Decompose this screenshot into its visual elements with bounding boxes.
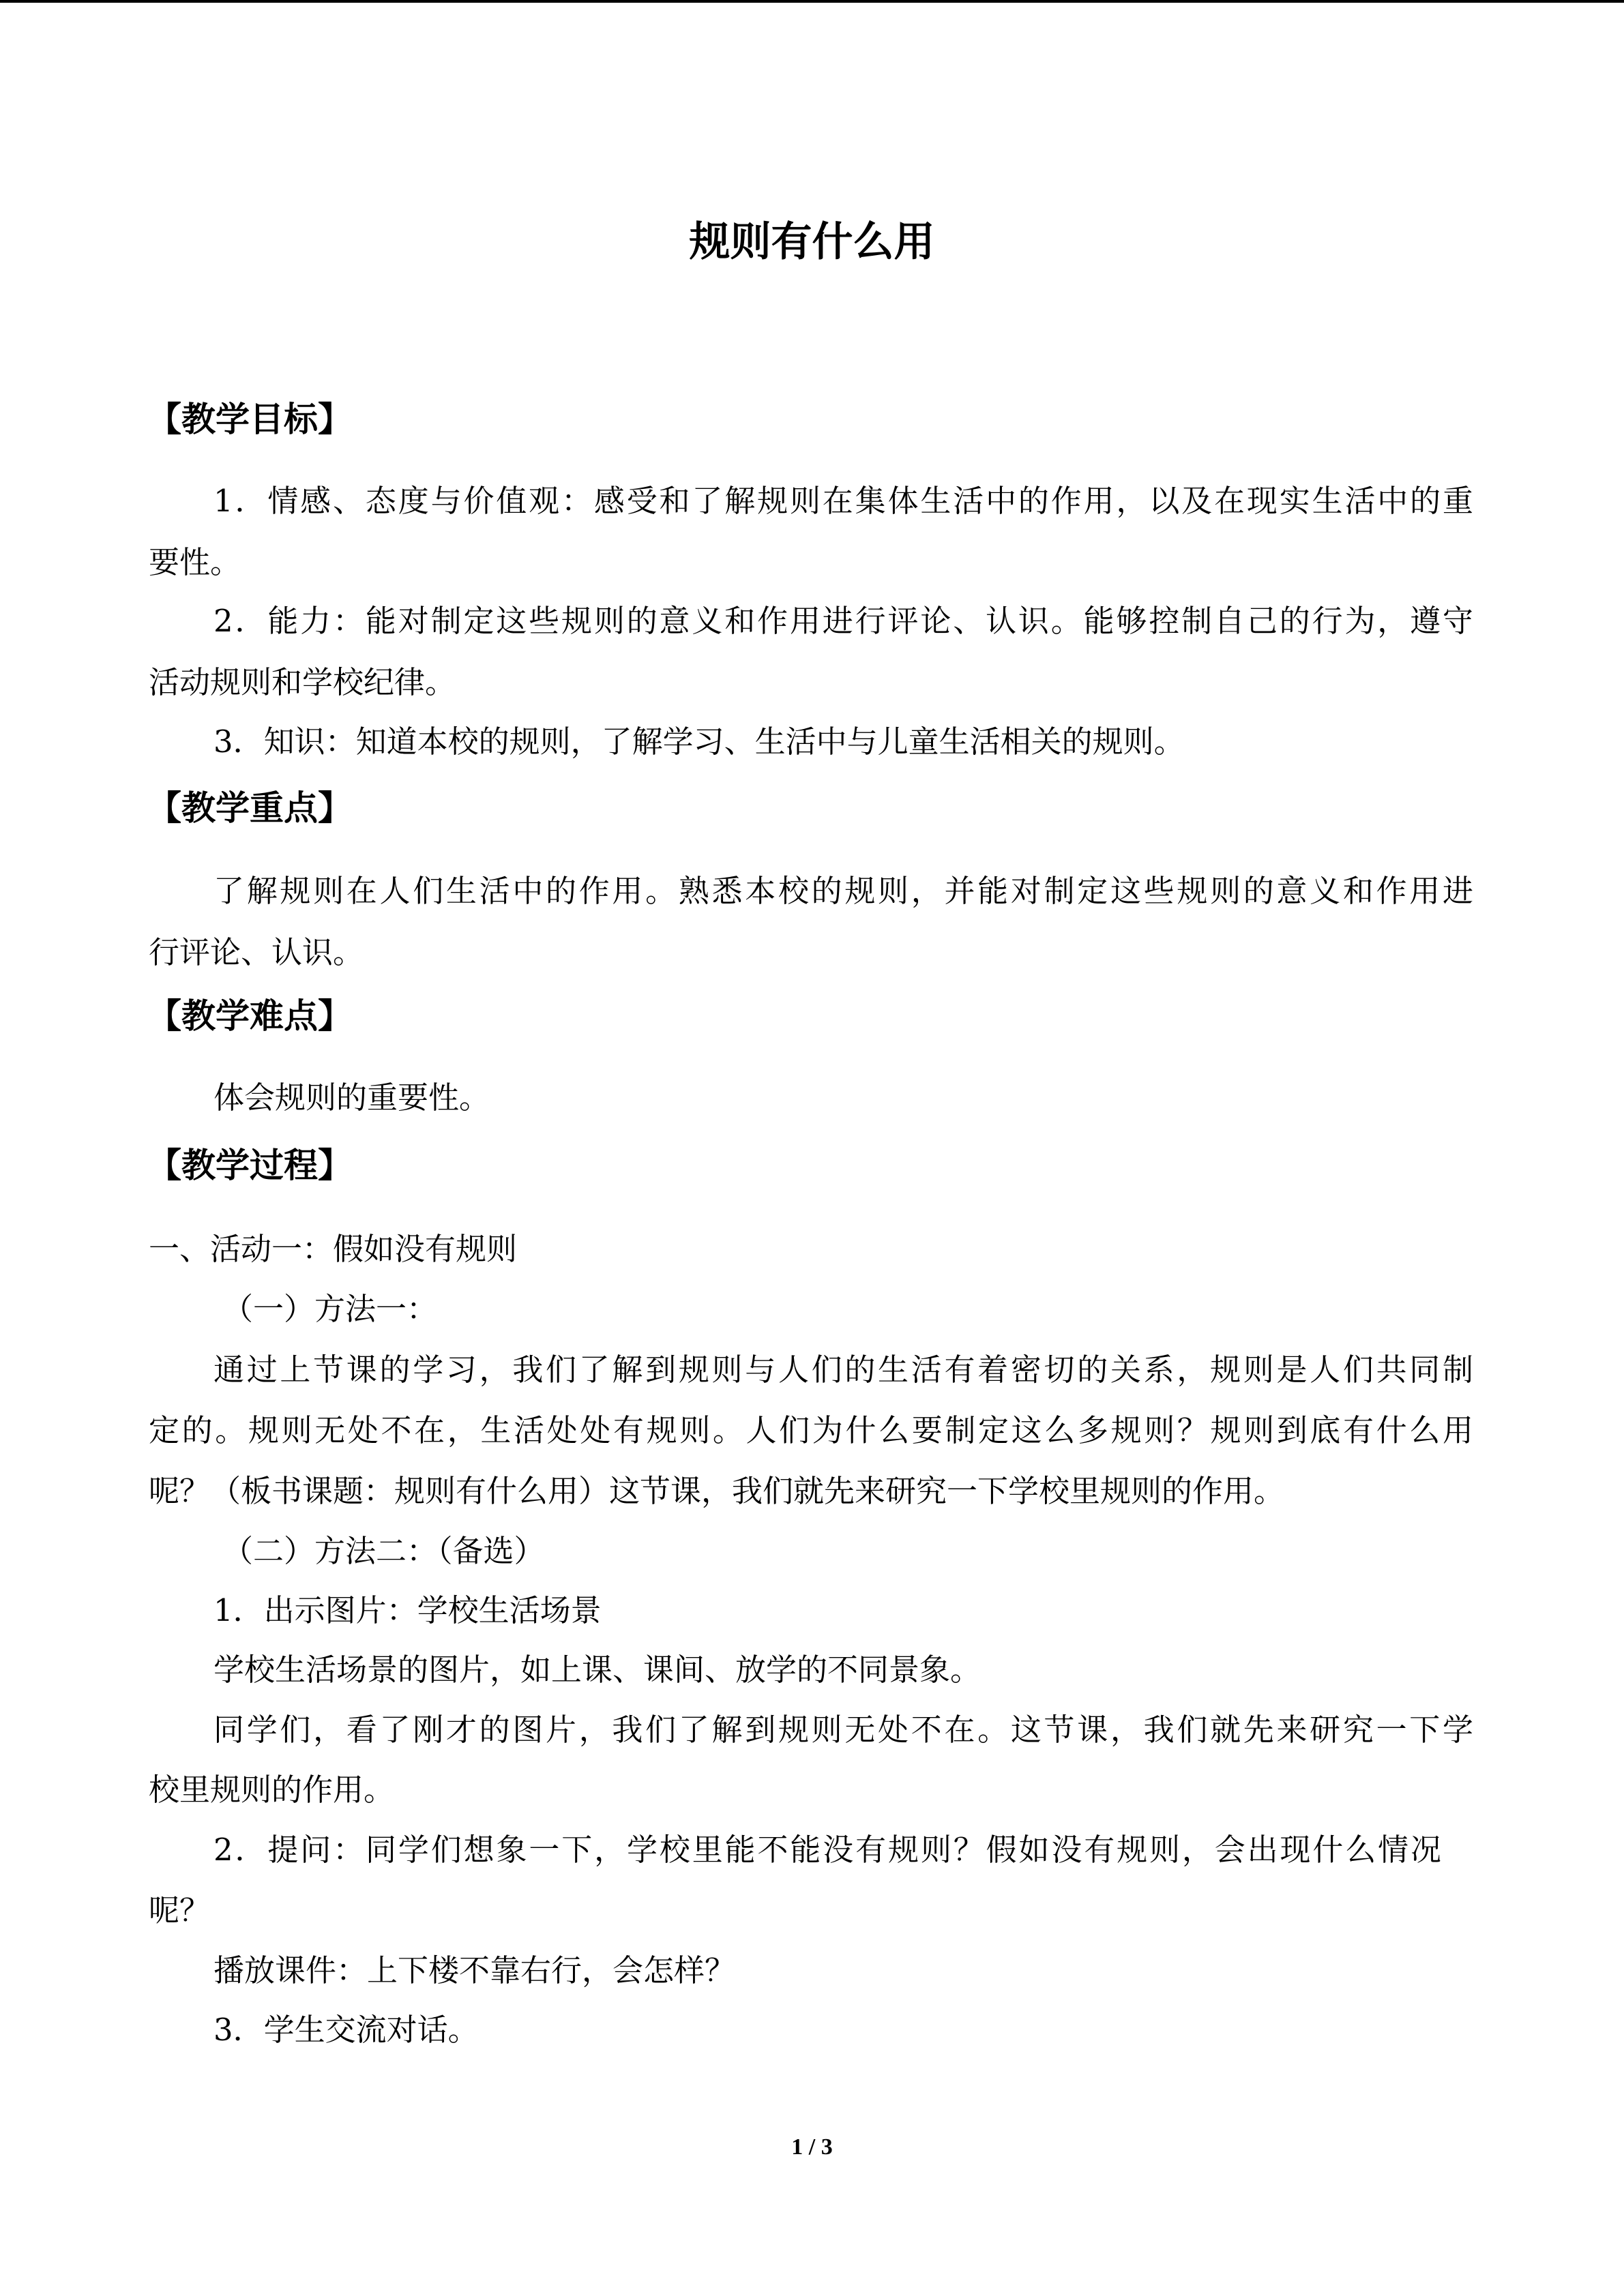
step-2-line-1: 2．提问：同学们想象一下，学校里能不能没有规则？假如没有规则，会出现什么情况	[213, 1832, 1441, 1868]
key-points-line-2: 行评论、认识。	[149, 934, 364, 970]
step-1-description: 学校生活场景的图片，如上课、课间、放学的不同景象。	[213, 1652, 981, 1688]
method-2-title: （二）方法二：（备选）	[222, 1533, 545, 1569]
goal-1-line-1: 1．情感、态度与价值观：感受和了解规则在集体生活中的作用，以及在现实生活中的重	[213, 483, 1473, 519]
method-1-line-2: 定的。规则无处不在，生活处处有规则。人们为什么要制定这么多规则？规则到底有什么用	[149, 1412, 1473, 1448]
method-1-title: （一）方法一：	[222, 1291, 438, 1327]
heading-teaching-goals: 【教学目标】	[147, 400, 352, 439]
goal-1-line-2: 要性。	[149, 544, 241, 580]
goal-3: 3．知识：知道本校的规则，了解学习、生活中与儿童生活相关的规则。	[213, 724, 1185, 760]
heading-difficulties: 【教学难点】	[147, 996, 352, 1036]
page-number: 1 / 3	[791, 2134, 833, 2160]
document-title: 规则有什么用	[689, 218, 935, 266]
difficulties-text: 体会规则的重要性。	[213, 1079, 490, 1116]
goal-2-line-2: 活动规则和学校纪律。	[149, 664, 456, 700]
heading-key-points: 【教学重点】	[147, 788, 352, 828]
step-2-line-2: 呢？	[149, 1892, 211, 1928]
method-1-line-3: 呢？（板书课题：规则有什么用）这节课，我们就先来研究一下学校里规则的作用。	[149, 1473, 1285, 1509]
top-border-line	[0, 0, 1624, 3]
activity-1-title: 一、活动一：假如没有规则	[149, 1231, 518, 1267]
step-1-talk-line-2: 校里规则的作用。	[149, 1772, 395, 1808]
heading-teaching-process: 【教学过程】	[147, 1146, 352, 1185]
step-1-talk-line-1: 同学们，看了刚才的图片，我们了解到规则无处不在。这节课，我们就先来研究一下学	[213, 1712, 1473, 1748]
step-2-play-courseware: 播放课件：上下楼不靠右行，会怎样？	[213, 1952, 736, 1988]
step-3-title: 3．学生交流对话。	[213, 2012, 479, 2048]
step-1-title: 1．出示图片：学校生活场景	[213, 1592, 602, 1628]
method-1-line-1: 通过上节课的学习，我们了解到规则与人们的生活有着密切的关系，规则是人们共同制	[213, 1352, 1473, 1388]
goal-2-line-1: 2．能力：能对制定这些规则的意义和作用进行评论、认识。能够控制自己的行为，遵守	[213, 603, 1473, 639]
key-points-line-1: 了解规则在人们生活中的作用。熟悉本校的规则，并能对制定这些规则的意义和作用进	[213, 873, 1473, 909]
